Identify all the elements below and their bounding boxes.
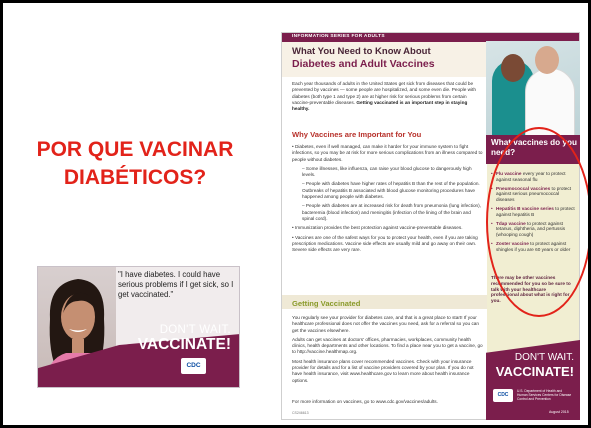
slide — [3, 3, 588, 425]
doc-paragraph: Adults can get vaccines at doctors' offices, pharmacies, workplaces, community health clinics, health departments and other locations. To find a place near you to get a vaccine, go to http://vaccine.healthmap.org. — [292, 336, 483, 355]
side-note: There may be other vaccines recommended for you so be sure to talk with your healthcare professional about what is right for you. — [491, 275, 571, 304]
doc-bullet: • Vaccines are one of the safest ways for you to protect your health, even if you are taking prescription medications. Vaccine side effects are usually mild and go away on their own. Severe side effects are very rare. — [292, 234, 478, 253]
doc-date: August 2015 — [549, 410, 569, 414]
doc-why-body — [292, 144, 484, 256]
doctor-figure-icon — [525, 68, 575, 138]
doc-title-line1: What You Need to Know About — [292, 46, 431, 57]
side-dont-wait: DON'T WAIT. — [514, 352, 574, 363]
ad-dont-wait: DON'T WAIT. — [159, 324, 231, 336]
doc-paragraph: Most health insurance plans cover recommended vaccines. Check with your insurance provider for details and for a list of vaccine providers covered by your plan. If you do not have health insurance, visit www.healthcare.gov to learn more about health insurance options. — [292, 358, 474, 383]
doc-intro-bold: Getting vaccinated is an important step in staying healthy. — [292, 99, 468, 112]
slide-title — [11, 136, 259, 192]
doc-paragraph: You regularly see your provider for diabetes care, and that is a great place to start! If your healthcare professional does not offer the vaccines you need, ask for a referral so you can get the vaccines elsewhere. — [292, 315, 480, 333]
side-vaccinate: VACCINATE! — [495, 364, 574, 379]
doc-title-line2: Diabetes and Adult Vaccines — [292, 58, 435, 70]
side-heading: What vaccines do you need? — [491, 138, 577, 157]
doc-sub-bullet: – People with diabetes have higher rates of hepatitis B than the rest of the population. Outbreaks of hepatitis B associated with blood glucose monitoring procedures have happened among people with diabetes. — [302, 181, 480, 200]
hhs-credit: U.S. Department of Health and Human Services Centers for Disease Control and Prevention — [517, 389, 572, 401]
doc-bullet: • Diabetes, even if well managed, can make it harder for your immune system to fight infections, so you may be at risk for more serious complications from an illness compared to people without diabetes. — [292, 144, 483, 162]
doc-sub-bullet: – People with diabetes are at increased risk for death from pneumonia (lung infection), bacteremia (blood infection) and meningitis (infection of the lining of the brain and spinal cord). — [302, 203, 482, 221]
doctor-head-icon — [535, 46, 559, 74]
doc-getting-body — [292, 315, 484, 387]
vaccine-list — [491, 171, 575, 256]
vaccine-item: • Pneumococcal vaccines to protect against serious pneumococcal diseases — [491, 186, 575, 203]
doc-intro-text: Each year thousands of adults in the United States get sick from diseases that could be prevented by vaccines — some people are hospitalized, and some even die. People with diabetes (both type 1 and type 2) are at higher risk for serious problems from certain vaccine-preventable diseases. — [292, 81, 476, 105]
doc-code: CS246613 — [292, 411, 309, 415]
vaccine-item: • Tdap vaccine to protect against tetanus, diphtheria, and pertussis (whooping cough) — [491, 221, 575, 238]
doc-sub-bullet: – Some illnesses, like influenza, can raise your blood glucose to dangerously high levels. — [302, 165, 472, 178]
patient-head-icon — [501, 54, 525, 82]
doc-more-info: For more information on vaccines, go to www.cdc.gov/vaccines/adults. — [292, 399, 438, 404]
ad-vaccinate: VACCINATE! — [137, 336, 231, 353]
vaccine-item: • Hepatitis B vaccine series to protect against hepatitis B — [491, 206, 575, 218]
vaccine-item: • Zoster vaccine to protect against shingles if you are 60 years or older — [491, 241, 575, 253]
ad-quote: "I have diabetes. I could have serious problems if I get sick, so I get vaccinated." — [118, 270, 234, 299]
doc-series: INFORMATION SERIES FOR ADULTS — [292, 34, 385, 39]
slide-title-line1: POR QUE VACINAR — [36, 138, 234, 161]
doc-section-getting: Getting Vaccinated — [292, 299, 361, 308]
doc-intro — [292, 81, 482, 112]
vaccine-item: • Flu vaccine every year to protect against seasonal flu — [491, 171, 575, 183]
slide-title-line2: DIABÉTICOS? — [63, 166, 207, 189]
cdc-logo-icon: CDC — [181, 358, 206, 374]
doc-bullet: • Immunization provides the best protection against vaccine-preventable diseases. — [292, 225, 463, 231]
doc-section-why: Why Vaccines are Important for You — [292, 130, 422, 139]
cdc-logo-icon: CDC — [493, 389, 513, 402]
